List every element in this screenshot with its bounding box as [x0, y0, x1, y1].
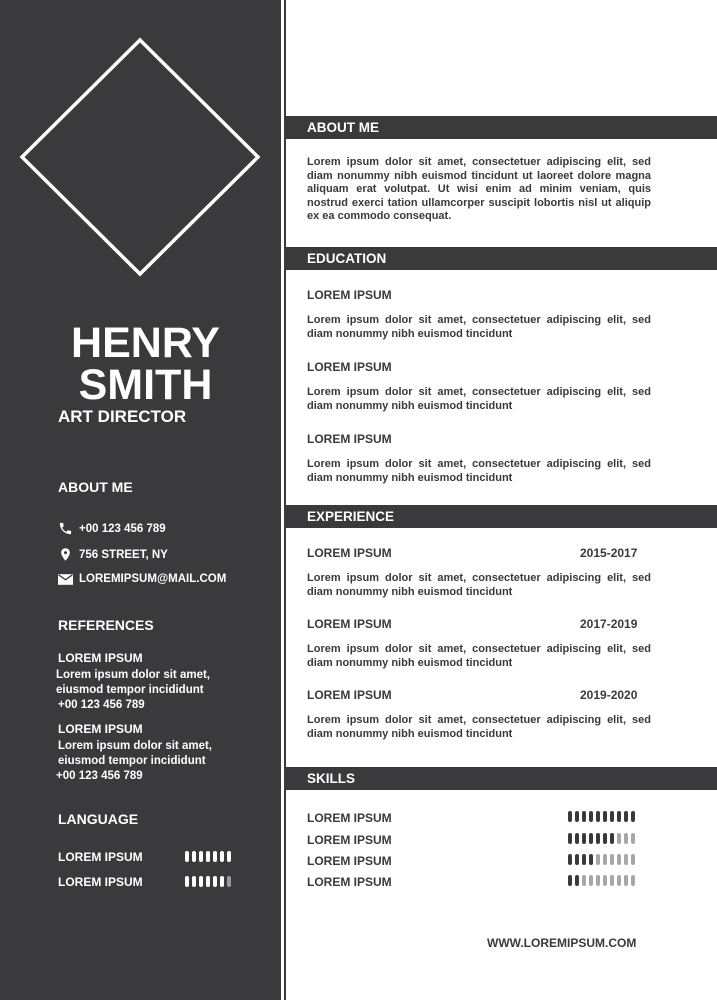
- rating-dot: [227, 851, 231, 862]
- rating-dot: [568, 833, 572, 844]
- rating-dot: [596, 875, 600, 886]
- rating-dot: [582, 875, 586, 886]
- phone-text: +00 123 456 789: [79, 522, 166, 535]
- rating-dot: [199, 851, 203, 862]
- rating-dot: [568, 875, 572, 886]
- skill-label: LOREM IPSUM: [307, 833, 392, 847]
- website-link[interactable]: WWW.LOREMIPSUM.COM: [487, 936, 637, 950]
- education-item-title: LOREM IPSUM: [307, 432, 392, 446]
- skill-level: [568, 854, 635, 865]
- reference-name: LOREM IPSUM: [58, 722, 143, 736]
- experience-item-years: 2015-2017: [580, 546, 638, 560]
- experience-item-title: LOREM IPSUM: [307, 546, 392, 560]
- rating-dot: [624, 875, 628, 886]
- rating-dot: [624, 833, 628, 844]
- phone-icon: [58, 521, 73, 536]
- rating-dot: [220, 876, 224, 887]
- skill-label: LOREM IPSUM: [307, 811, 392, 825]
- rating-dot: [575, 811, 579, 822]
- language-level: [185, 876, 231, 887]
- rating-dot: [610, 875, 614, 886]
- rating-dot: [596, 833, 600, 844]
- rating-dot: [568, 811, 572, 822]
- rating-dot: [582, 811, 586, 822]
- skill-level: [568, 875, 635, 886]
- location-pin-icon: [58, 546, 73, 563]
- reference-phone: +00 123 456 789: [58, 699, 145, 711]
- rating-dot: [610, 811, 614, 822]
- experience-item-title: LOREM IPSUM: [307, 617, 392, 631]
- rating-dot: [206, 876, 210, 887]
- rating-dot: [624, 854, 628, 865]
- contact-email: [58, 573, 226, 585]
- rating-dot: [617, 833, 621, 844]
- rating-dot: [631, 833, 635, 844]
- experience-item-text: Lorem ipsum dolor sit amet, consectetuer adipiscing elit, sed diam nonummy nibh euismod tincidunt: [307, 714, 651, 740]
- language-heading: LANGUAGE: [58, 811, 139, 827]
- rating-dot: [603, 811, 607, 822]
- contact-address: [58, 546, 168, 563]
- rating-dot: [610, 854, 614, 865]
- education-section-header: EDUCATION: [286, 247, 717, 270]
- rating-dot: [206, 851, 210, 862]
- about-section-header: ABOUT ME: [286, 116, 717, 139]
- rating-dot: [199, 876, 203, 887]
- education-item-text: Lorem ipsum dolor sit amet, consectetuer adipiscing elit, sed diam nonummy nibh euismod tincidunt: [307, 386, 651, 412]
- education-item-title: LOREM IPSUM: [307, 360, 392, 374]
- experience-item-text: Lorem ipsum dolor sit amet, consectetuer adipiscing elit, sed diam nonummy nibh euismod tincidunt: [307, 572, 651, 598]
- rating-dot: [610, 833, 614, 844]
- rating-dot: [617, 875, 621, 886]
- rating-dot: [596, 811, 600, 822]
- photo-frame-diamond: [19, 37, 261, 277]
- address-text: 756 STREET, NY: [79, 548, 168, 561]
- experience-item-text: Lorem ipsum dolor sit amet, consectetuer adipiscing elit, sed diam nonummy nibh euismod tincidunt: [307, 643, 651, 669]
- envelope-icon: [58, 574, 73, 585]
- reference-line: eiusmod tempor incididunt: [56, 684, 204, 696]
- rating-dot: [213, 851, 217, 862]
- first-name: HENRY: [71, 319, 220, 367]
- rating-dot: [631, 811, 635, 822]
- language-level: [185, 851, 231, 862]
- education-item-title: LOREM IPSUM: [307, 288, 392, 302]
- full-name: [58, 319, 233, 409]
- rating-dot: [589, 811, 593, 822]
- reference-name: LOREM IPSUM: [58, 651, 143, 665]
- rating-dot: [192, 876, 196, 887]
- skill-label: LOREM IPSUM: [307, 875, 392, 889]
- experience-item-title: LOREM IPSUM: [307, 688, 392, 702]
- rating-dot: [603, 875, 607, 886]
- rating-dot: [568, 854, 572, 865]
- rating-dot: [575, 854, 579, 865]
- rating-dot: [589, 854, 593, 865]
- education-item-text: Lorem ipsum dolor sit amet, consectetuer adipiscing elit, sed diam nonummy nibh euismod tincidunt: [307, 458, 651, 484]
- rating-dot: [603, 833, 607, 844]
- job-title: ART DIRECTOR: [58, 407, 187, 426]
- experience-item-years: 2019-2020: [580, 688, 638, 702]
- reference-line: eiusmod tempor incididunt: [58, 755, 206, 767]
- reference-line: Lorem ipsum dolor sit amet,: [56, 669, 210, 681]
- rating-dot: [589, 875, 593, 886]
- rating-dot: [220, 851, 224, 862]
- rating-dot: [185, 851, 189, 862]
- rating-dot: [575, 875, 579, 886]
- language-label: LOREM IPSUM: [58, 850, 143, 864]
- references-heading: REFERENCES: [58, 617, 154, 633]
- experience-item-years: 2017-2019: [580, 617, 638, 631]
- language-label: LOREM IPSUM: [58, 875, 143, 889]
- last-name: SMITH: [78, 361, 213, 409]
- rating-dot: [582, 854, 586, 865]
- email-text: LOREMIPSUM@MAIL.COM: [79, 573, 227, 585]
- rating-dot: [589, 833, 593, 844]
- reference-line: Lorem ipsum dolor sit amet,: [58, 740, 212, 752]
- rating-dot: [624, 811, 628, 822]
- skills-section-header: SKILLS: [286, 767, 717, 790]
- experience-section-header: EXPERIENCE: [286, 505, 717, 528]
- reference-phone: +00 123 456 789: [56, 770, 143, 782]
- rating-dot: [213, 876, 217, 887]
- rating-dot: [631, 875, 635, 886]
- rating-dot: [631, 854, 635, 865]
- skill-level: [568, 811, 635, 822]
- skill-label: LOREM IPSUM: [307, 854, 392, 868]
- column-divider: [284, 0, 286, 1000]
- education-item-text: Lorem ipsum dolor sit amet, consectetuer adipiscing elit, sed diam nonummy nibh euismod tincidunt: [307, 314, 651, 340]
- rating-dot: [185, 876, 189, 887]
- rating-dot: [227, 876, 231, 887]
- rating-dot: [582, 833, 586, 844]
- rating-dot: [617, 811, 621, 822]
- rating-dot: [575, 833, 579, 844]
- contact-phone: [58, 521, 166, 536]
- rating-dot: [603, 854, 607, 865]
- rating-dot: [617, 854, 621, 865]
- sidebar-about-heading: ABOUT ME: [58, 479, 133, 495]
- rating-dot: [192, 851, 196, 862]
- about-text: Lorem ipsum dolor sit amet, consectetuer adipiscing elit, sed diam nonummy nibh euismod tincidunt ut laoreet dolore magna aliquam erat volutpat. Ut wisi enim ad minim veniam, quis nostrud exerci tation ullamcorper suscipit lobortis nisl ut aliquip ex ea commodo consequat.: [307, 156, 651, 222]
- skill-level: [568, 833, 635, 844]
- rating-dot: [596, 854, 600, 865]
